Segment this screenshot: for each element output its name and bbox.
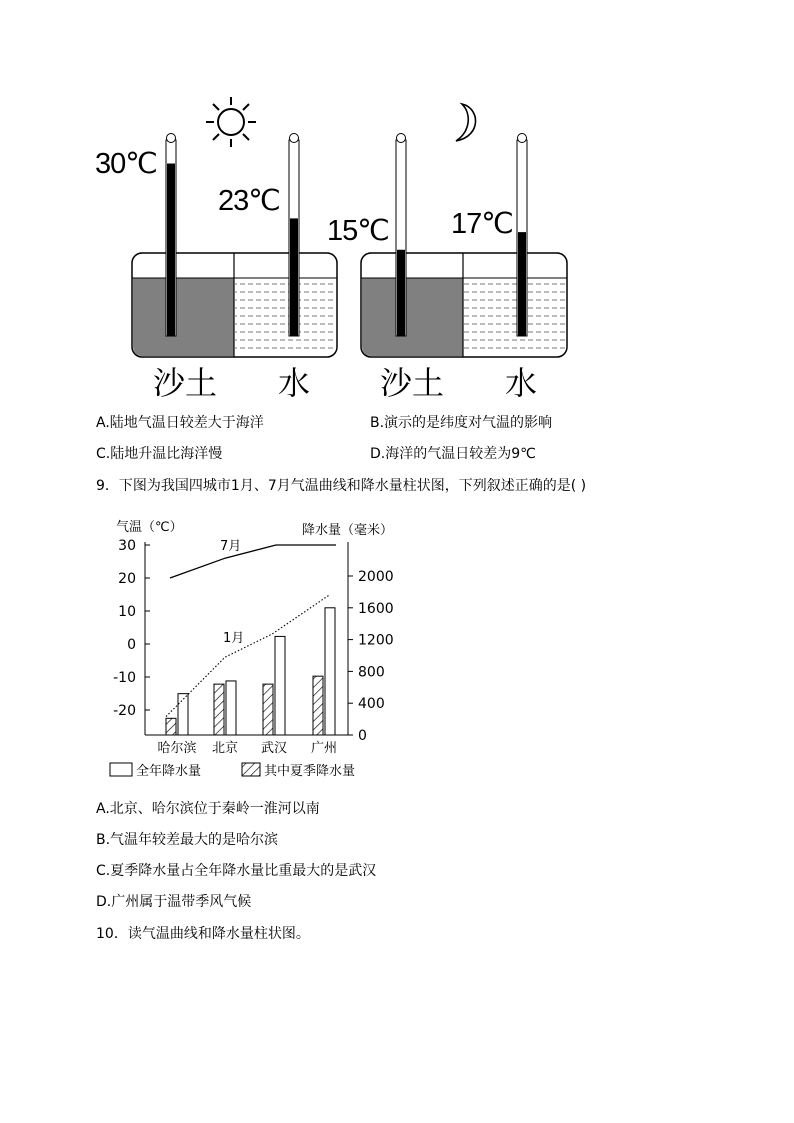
category-label: 武汉: [260, 741, 288, 756]
thermometer-experiment-illustration: [0, 0, 794, 400]
night-tank: [361, 253, 567, 357]
category-label: 哈尔滨: [157, 741, 197, 756]
temp-tick-label: 30: [118, 538, 136, 554]
night-sand-area: [362, 278, 463, 356]
legend-label-summer: 其中夏季降水量: [264, 764, 356, 779]
day-sand-label: 沙土: [153, 364, 218, 400]
day-sand-area: [133, 278, 234, 356]
moon-icon: [456, 104, 476, 141]
temp-tick-label: -20: [113, 703, 136, 719]
temp-tick-label: -10: [113, 670, 136, 686]
q8-option-d[interactable]: D.海洋的气温日较差为9℃: [370, 446, 536, 462]
q8-option-c[interactable]: C.陆地升温比海洋慢: [96, 446, 223, 462]
night-water-area: [464, 278, 566, 355]
night-sand-label: 沙土: [380, 364, 445, 400]
category-label: 广州: [310, 741, 338, 756]
bar-annual-precip: [178, 694, 188, 735]
thermometer-night-water: [517, 134, 527, 337]
bar-summer-precip: [166, 718, 176, 735]
chart-left-axis-title: 气温（℃）: [116, 520, 183, 535]
day-water-area: [235, 278, 336, 355]
chart-right-axis-title: 降水量（毫米）: [302, 523, 394, 538]
bar-annual-precip: [275, 636, 285, 735]
july-line-label: 7月: [220, 539, 242, 554]
category-label: 北京: [211, 741, 239, 756]
night-water-temp: 17℃: [451, 208, 513, 240]
thermometer-column-night-sand: [397, 250, 405, 336]
thermometer-day-water: [289, 134, 299, 337]
q10-stem: 10．读气温曲线和降水量柱状图。: [96, 926, 310, 942]
january-temp-line: [166, 595, 330, 717]
legend-swatch-annual: [110, 763, 132, 776]
day-water-temp: 23℃: [218, 185, 280, 217]
q9-option-a[interactable]: A.北京、哈尔滨位于秦岭一淮河以南: [96, 801, 320, 817]
thermometer-night-sand: [396, 134, 406, 337]
thermometer-column-day-water: [290, 218, 298, 336]
legend-label-annual: 全年降水量: [136, 764, 202, 779]
day-sand-temp: 30℃: [95, 148, 157, 180]
day-water-label: 水: [278, 364, 311, 400]
temp-tick-label: 0: [127, 637, 136, 653]
night-water-label: 水: [505, 364, 538, 400]
sun-icon: [206, 97, 256, 147]
q8-option-b[interactable]: B.演示的是纬度对气温的影响: [370, 415, 553, 431]
q8-option-a[interactable]: A.陆地气温日较差大于海洋: [96, 415, 264, 431]
legend-swatch-summer: [242, 763, 260, 776]
thermometer-column-night-water: [518, 232, 526, 336]
temp-tick-label: 20: [118, 571, 136, 587]
precip-tick-label: 1200: [358, 632, 394, 649]
q9-option-b[interactable]: B.气温年较差最大的是哈尔滨: [96, 832, 279, 848]
q9-option-c[interactable]: C.夏季降水量占全年降水量比重最大的是武汉: [96, 863, 377, 879]
night-sand-temp: 15℃: [327, 215, 389, 247]
temp-tick-label: 10: [118, 604, 136, 620]
january-line-label: 1月: [223, 631, 245, 646]
bar-summer-precip: [313, 676, 323, 735]
bar-summer-precip: [263, 684, 273, 735]
precip-tick-label: 1600: [358, 600, 394, 617]
precip-tick-label: 2000: [358, 569, 394, 585]
bar-annual-precip: [325, 608, 335, 735]
day-tank: [132, 253, 337, 357]
precip-tick-label: 0: [358, 728, 367, 744]
climate-chart: [100, 510, 420, 790]
thermometer-column-day-sand: [167, 164, 175, 336]
precip-tick-label: 400: [358, 696, 385, 713]
july-temp-line: [170, 545, 336, 578]
precip-tick-label: 800: [358, 664, 385, 681]
q9-option-d[interactable]: D.广州属于温带季风气候: [96, 894, 252, 910]
thermometer-day-sand: [166, 134, 176, 337]
bar-summer-precip: [214, 684, 224, 735]
bar-annual-precip: [226, 681, 236, 735]
q9-stem: 9．下图为我国四城市1月、7月气温曲线和降水量柱状图，下列叙述正确的是( ): [96, 478, 587, 494]
